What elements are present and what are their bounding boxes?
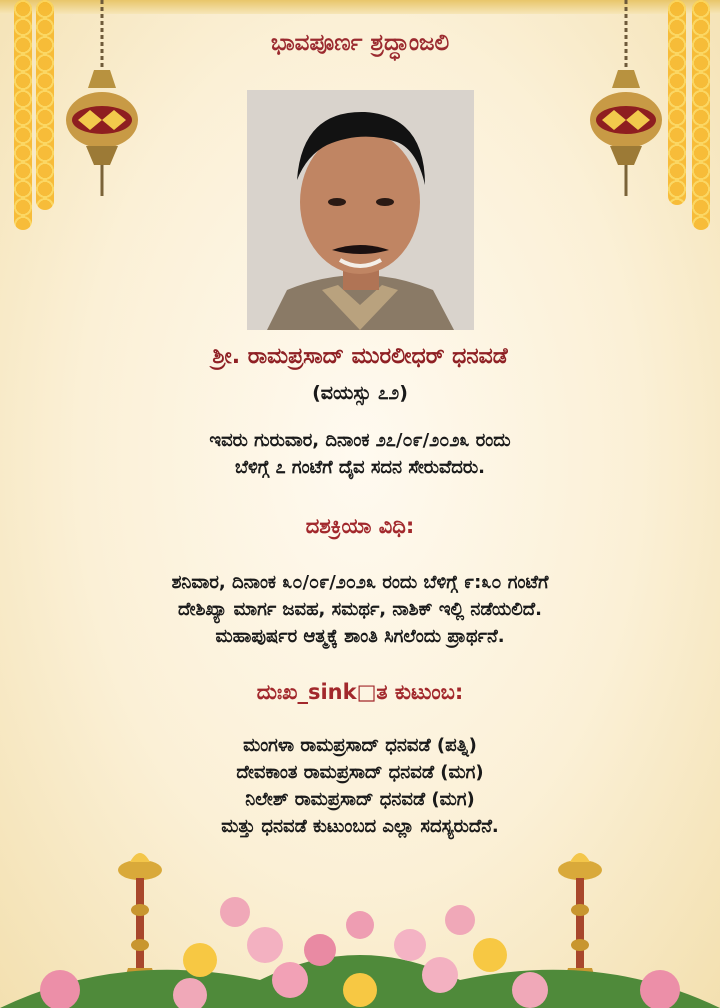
page-title: ಭಾವಪೂರ್ಣ ಶ್ರದ್ಧಾಂಜಲಿ <box>270 30 450 56</box>
ceremony-line: ದೇಶಿಖ್ಯಾ ಮಾರ್ಗ ಜವಹ, ಸಮರ್ಥ, ನಾಶಿಕ್ ಇಲ್ಲಿ ನಡೆಯಲಿದೆ. <box>178 599 542 620</box>
portrait-photo <box>247 90 474 330</box>
death-notice <box>0 427 720 481</box>
family-member: ಮತ್ತು ಧನವಡೆ ಕುಟುಂಬದ ಎಲ್ಲಾ ಸದಸ್ಯರುದೆನೆ. <box>221 816 499 837</box>
death-notice-line: ಇವರು ಗುರುವಾರ, ದಿನಾಂಕ ೨೭/೦೯/೨೦೨೩ ರಂದು <box>209 430 511 451</box>
ceremony-line: ಶನಿವಾರ, ದಿನಾಂಕ ೩೦/೦೯/೨೦೨೩ ರಂದು ಬೆಳಿಗ್ಗೆ ೯:೩೦ ಗಂಟೆಗೆ <box>171 572 549 593</box>
ceremony-line: ಮಹಾಪುರ್ಷರ ಆತ್ಮಕ್ಕೆ ಶಾಂತಿ ಸಿಗಲೆಂದು ಪ್ರಾರ್ಥನೆ. <box>215 626 505 647</box>
death-notice-line: ಬೆಳಿಗ್ಗೆ ೭ ಗಂಟೆಗೆ ದೈವ ಸದನ ಸೇರುವೆದರು. <box>234 457 486 478</box>
family-list <box>0 732 720 840</box>
person-name: ಶ್ರೀ. ರಾಮಪ್ರಸಾದ್ ಮುರಲೀಧರ್ ಧನವಡೆ <box>212 344 508 369</box>
person-age: (ವಯಸ್ಸು ೭೨) <box>312 382 408 404</box>
bottom-flower-decoration <box>0 850 720 1008</box>
ceremony-details <box>0 569 720 650</box>
family-member: ನಿಲೇಶ್ ರಾಮಪ್ರಸಾದ್ ಧನವಡೆ (ಮಗ) <box>245 789 475 810</box>
family-heading: ದುಃಖ_sink□ತ ಕುಟುಂಬ: <box>256 680 464 704</box>
ceremony-heading: ದಶಕ್ರಿಯಾ ವಿಧಿ: <box>305 514 415 538</box>
family-member: ಮಂಗಳಾ ರಾಮಪ್ರಸಾದ್ ಧನವಡೆ (ಪತ್ನಿ) <box>243 735 477 756</box>
family-member: ದೇವಕಾಂತ ರಾಮಪ್ರಸಾದ್ ಧನವಡೆ (ಮಗ) <box>236 762 484 783</box>
